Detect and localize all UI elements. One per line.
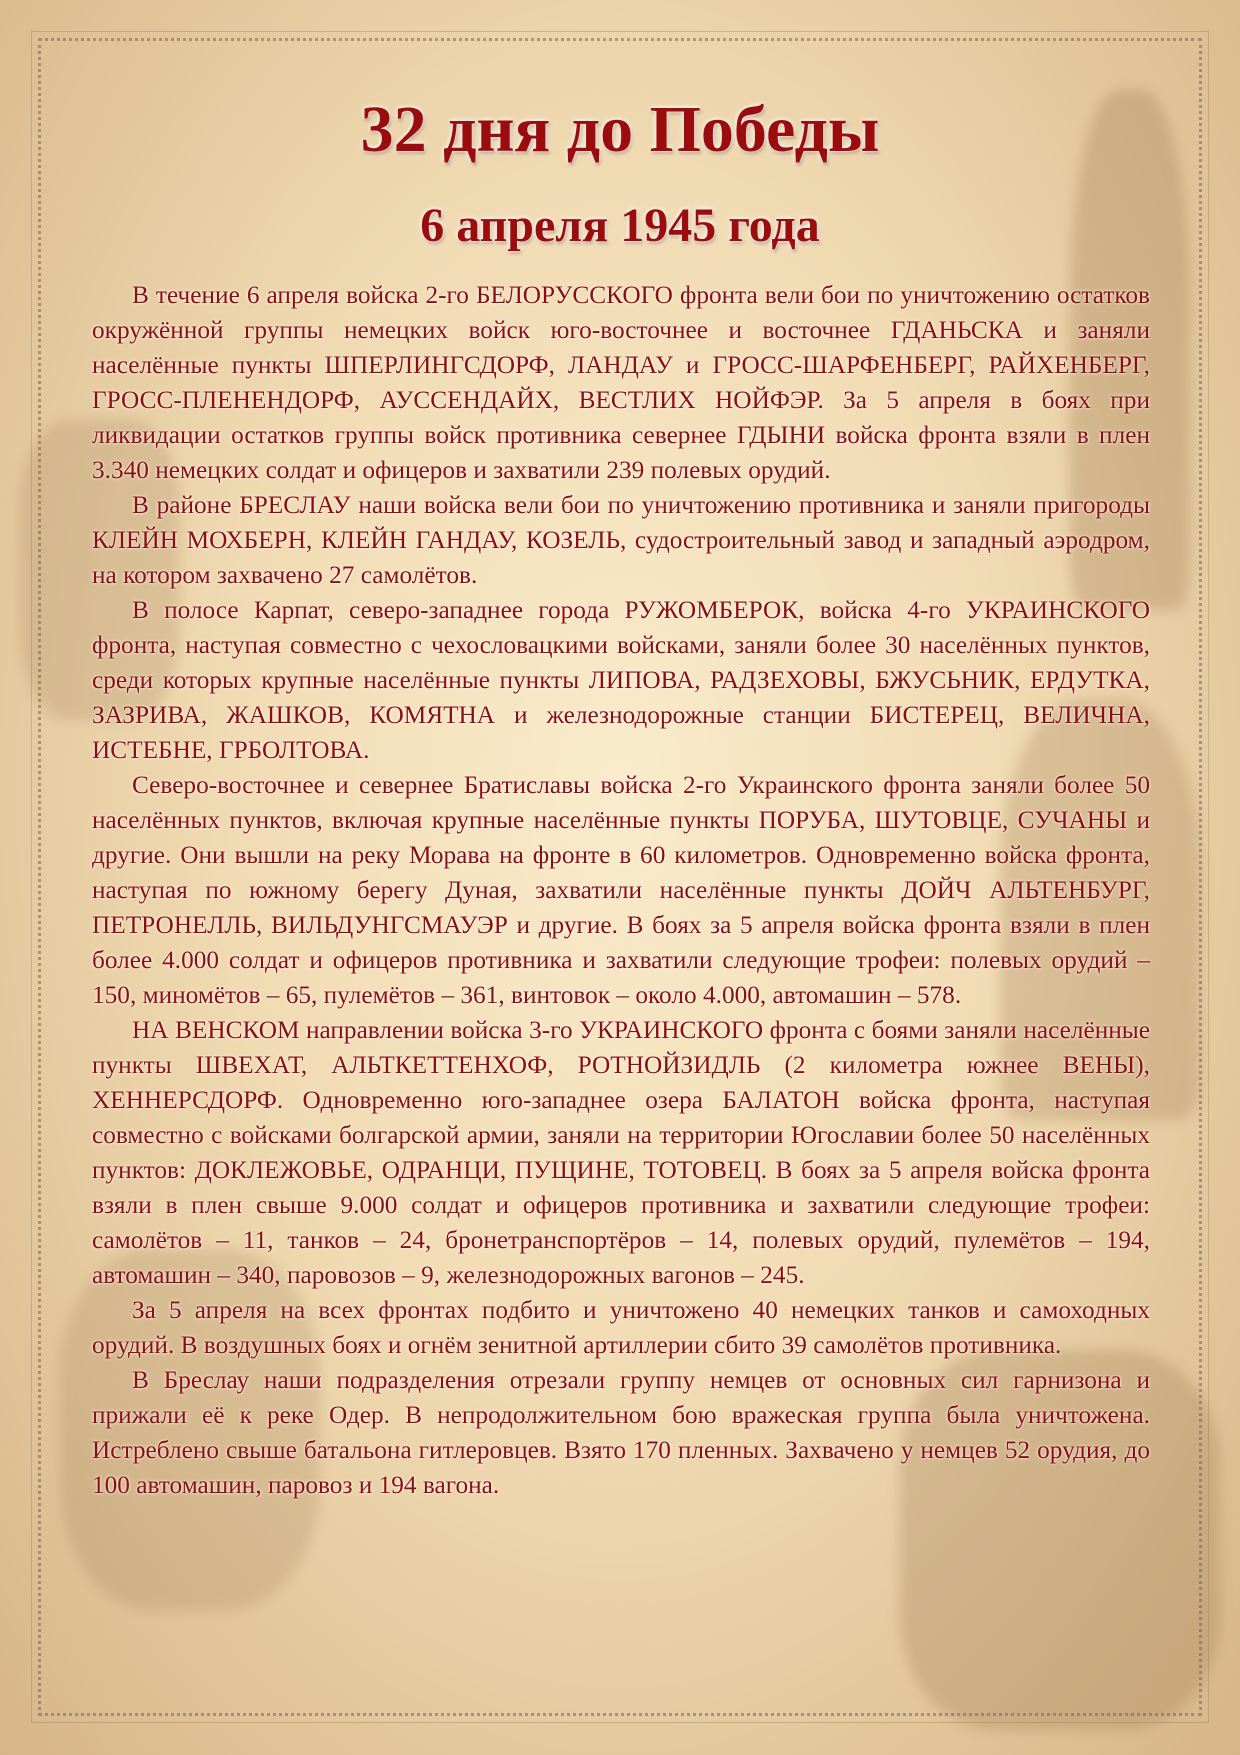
- page-subtitle: 6 апреля 1945 года: [420, 199, 820, 252]
- article-body: [92, 278, 1150, 1503]
- paragraph: НА ВЕНСКОМ направлении войска 3-го УКРАИНСКОГО фронта с боями заняли населённые пункты ШВЕХАТ, АЛЬТКЕТТЕНХОФ, РОТНОЙЗИДЛЬ (2 километра южнее ВЕНЫ), ХЕННЕРСДОРФ. Одновременно юго-западнее озера БАЛАТОН войска фронта, наступая совместно с войсками болгарской армии, заняли на территории Югославии более 50 населённых пунктов: ДОКЛЕЖОВЬЕ, ОДРАНЦИ, ПУЩИНЕ, ТОТОВЕЦ. В боях за 5 апреля войска фронта взяли в плен свыше 9.000 солдат и офицеров противника и захватили следующие трофеи: самолётов – 11, танков – 24, бронетранспортёров – 14, полевых орудий, пулемётов – 194, автомашин – 340, паровозов – 9, железнодорожных вагонов – 245.: [92, 1016, 1150, 1289]
- paragraph: В районе БРЕСЛАУ наши войска вели бои по уничтожению противника и заняли пригороды КЛЕЙН МОХБЕРН, КЛЕЙН ГАНДАУ, КОЗЕЛЬ, судостроительный завод и западный аэродром, на котором захвачено 27 самолётов.: [92, 491, 1150, 589]
- paragraph: За 5 апреля на всех фронтах подбито и уничтожено 40 немецких танков и самоходных орудий. В воздушных боях и огнём зенитной артиллерии сбито 39 самолётов противника.: [92, 1296, 1150, 1359]
- paragraph: Северо-восточнее и севернее Братиславы войска 2-го Украинского фронта заняли более 50 населённых пунктов, включая крупные населённые пункты ПОРУБА, ШУТОВЦЕ, СУЧАНЫ и другие. Они вышли на реку Морава на фронте в 60 километров. Одновременно войска фронта, наступая по южному берегу Дуная, захватили населённые пункты ДОЙЧ АЛЬТЕНБУРГ, ПЕТРОНЕЛЛЬ, ВИЛЬДУНГСМАУЭР и другие. В боях за 5 апреля войска фронта взяли в плен более 4.000 солдат и офицеров противника и захватили следующие трофеи: полевых орудий – 150, миномётов – 65, пулемётов – 361, винтовок – около 4.000, автомашин – 578.: [92, 771, 1150, 1009]
- paragraph: В течение 6 апреля войска 2-го БЕЛОРУССКОГО фронта вели бои по уничтожению остатков окружённой группы немецких войск юго-восточнее и восточнее ГДАНЬСКА и заняли населённые пункты ШПЕРЛИНГСДОРФ, ЛАНДАУ и ГРОСС-ШАРФЕНБЕРГ, РАЙХЕНБЕРГ, ГРОСС-ПЛЕНЕНДОРФ, АУССЕНДАЙХ, ВЕСТЛИХ НОЙФЭР. За 5 апреля в боях при ликвидации остатков группы войск противника севернее ГДЫНИ войска фронта взяли в плен 3.340 немецких солдат и офицеров и захватили 239 полевых орудий.: [92, 281, 1150, 484]
- paragraph: В полосе Карпат, северо-западнее города РУЖОМБЕРОК, войска 4-го УКРАИНСКОГО фронта, наступая совместно с чехословацкими войсками, заняли более 30 населённых пунктов, среди которых крупные населённые пункты ЛИПОВА, РАДЗЕХОВЫ, БЖУСЬНИК, ЕРДУТКА, ЗАЗРИВА, ЖАШКОВ, КОМЯТНА и железнодорожные станции БИСТЕРЕЦ, ВЕЛИЧНА, ИСТЕБНЕ, ГРБОЛТОВА.: [92, 596, 1150, 764]
- paragraph: В Бреслау наши подразделения отрезали группу немцев от основных сил гарнизона и прижали её к реке Одер. В непродолжительном бою вражеская группа была уничтожена. Истреблено свыше батальона гитлеровцев. Взято 170 пленных. Захвачено у немцев 52 орудия, до 100 автомашин, паровоз и 194 вагона.: [92, 1366, 1150, 1499]
- page-title: 32 дня до Победы: [360, 93, 880, 166]
